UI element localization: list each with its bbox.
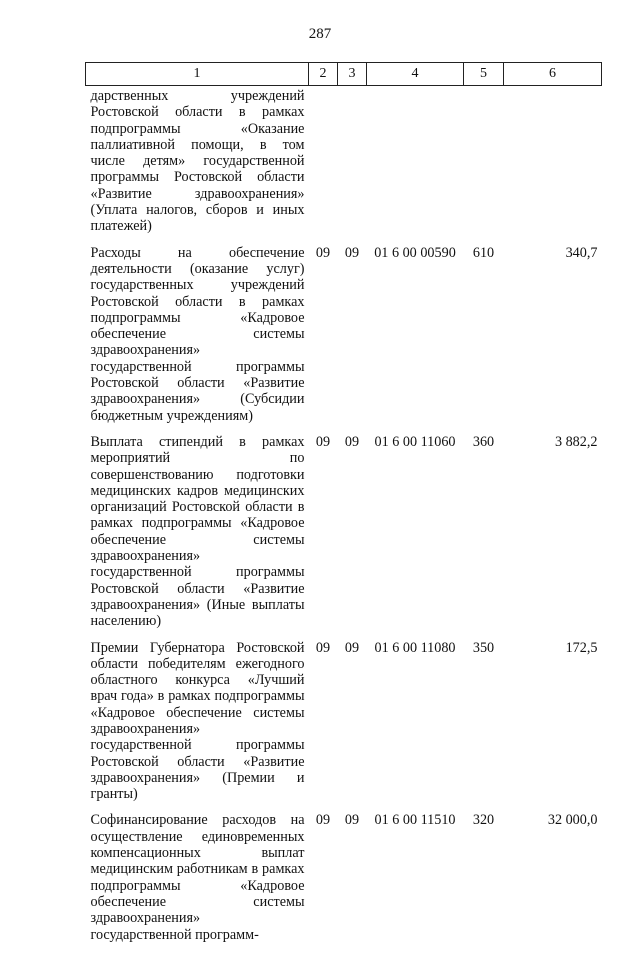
row-amount (504, 86, 602, 245)
row-subsection: 09 (344, 812, 360, 829)
table-row (86, 245, 602, 434)
row-amount: 172,5 (565, 639, 598, 656)
header-col-1: 1 (86, 63, 309, 86)
table-row (86, 812, 602, 952)
row-section: 09 (315, 639, 331, 656)
row-amount: 340,7 (565, 244, 598, 261)
table-row (86, 640, 602, 813)
header-row (86, 63, 602, 86)
row-target-code: 01 6 00 11510 (374, 812, 456, 829)
row-subsection: 09 (344, 433, 360, 450)
table-row (86, 86, 602, 245)
row-description: Выплата стипендий в рамках мероприятий по совершенствованию подготовки медицинских кадров медицинских организаций Ростовской области в рамках подпрограммы «Кадровое обеспечение системы здравоохранения» государственной программы Ростовской области «Развитие здравоохранения» (Иные выплаты населению) (90, 433, 305, 630)
row-expense-type: 360 (472, 433, 495, 450)
row-section: 09 (315, 244, 331, 261)
header-col-6: 6 (504, 63, 602, 86)
row-description: дарственных учреждений Ростовской области в рамках подпрограммы «Оказание паллиативной помощи, в том числе детям» государственной программы Ростовской области «Развитие здравоохранения» (Уплата налогов, сборов и иных платежей) (90, 88, 305, 235)
row-expense-type: 320 (472, 812, 495, 829)
row-expense-type: 610 (472, 244, 495, 261)
row-section (309, 86, 338, 245)
row-section: 09 (315, 812, 331, 829)
row-target-code (367, 86, 464, 245)
table-body (86, 86, 602, 953)
row-expense-type (464, 86, 504, 245)
header-col-2: 2 (309, 63, 338, 86)
row-description: Расходы на обеспечение деятельности (оказание услуг) государственных учреждений Ростовской области в рамках подпрограммы «Кадровое обеспечение системы здравоохранения» государственной программы Ростовской области «Развитие здравоохранения» (Субсидии бюджетным учреждениям) (90, 244, 305, 424)
header-col-4: 4 (367, 63, 464, 86)
header-col-3: 3 (338, 63, 367, 86)
row-amount: 32 000,0 (547, 812, 598, 829)
row-target-code: 01 6 00 11060 (374, 433, 456, 450)
row-subsection: 09 (344, 244, 360, 261)
row-expense-type: 350 (472, 639, 495, 656)
table-row (86, 434, 602, 640)
budget-table (85, 62, 602, 953)
row-target-code: 01 6 00 00590 (374, 244, 456, 261)
row-target-code: 01 6 00 11080 (374, 639, 456, 656)
page-number: 287 (308, 26, 332, 42)
row-description: Премии Губернатора Ростовской области победителям ежегодного областного конкурса «Лучший врач года» в рамках подпрограммы «Кадровое обеспечение системы здравоохранения» государственной программы Ростовской области «Развитие здравоохранения» (Премии и гранты) (90, 639, 305, 803)
row-subsection: 09 (344, 639, 360, 656)
row-subsection (338, 86, 367, 245)
row-description: Софинансирование расходов на осуществление единовременных компенсационных выплат медицинским работникам в рамках подпрограммы «Кадровое обеспечение системы здравоохранения» государственной программ- (90, 812, 305, 943)
header-col-5: 5 (464, 63, 504, 86)
table-header (86, 63, 602, 86)
row-amount: 3 882,2 (554, 433, 598, 450)
row-section: 09 (315, 433, 331, 450)
